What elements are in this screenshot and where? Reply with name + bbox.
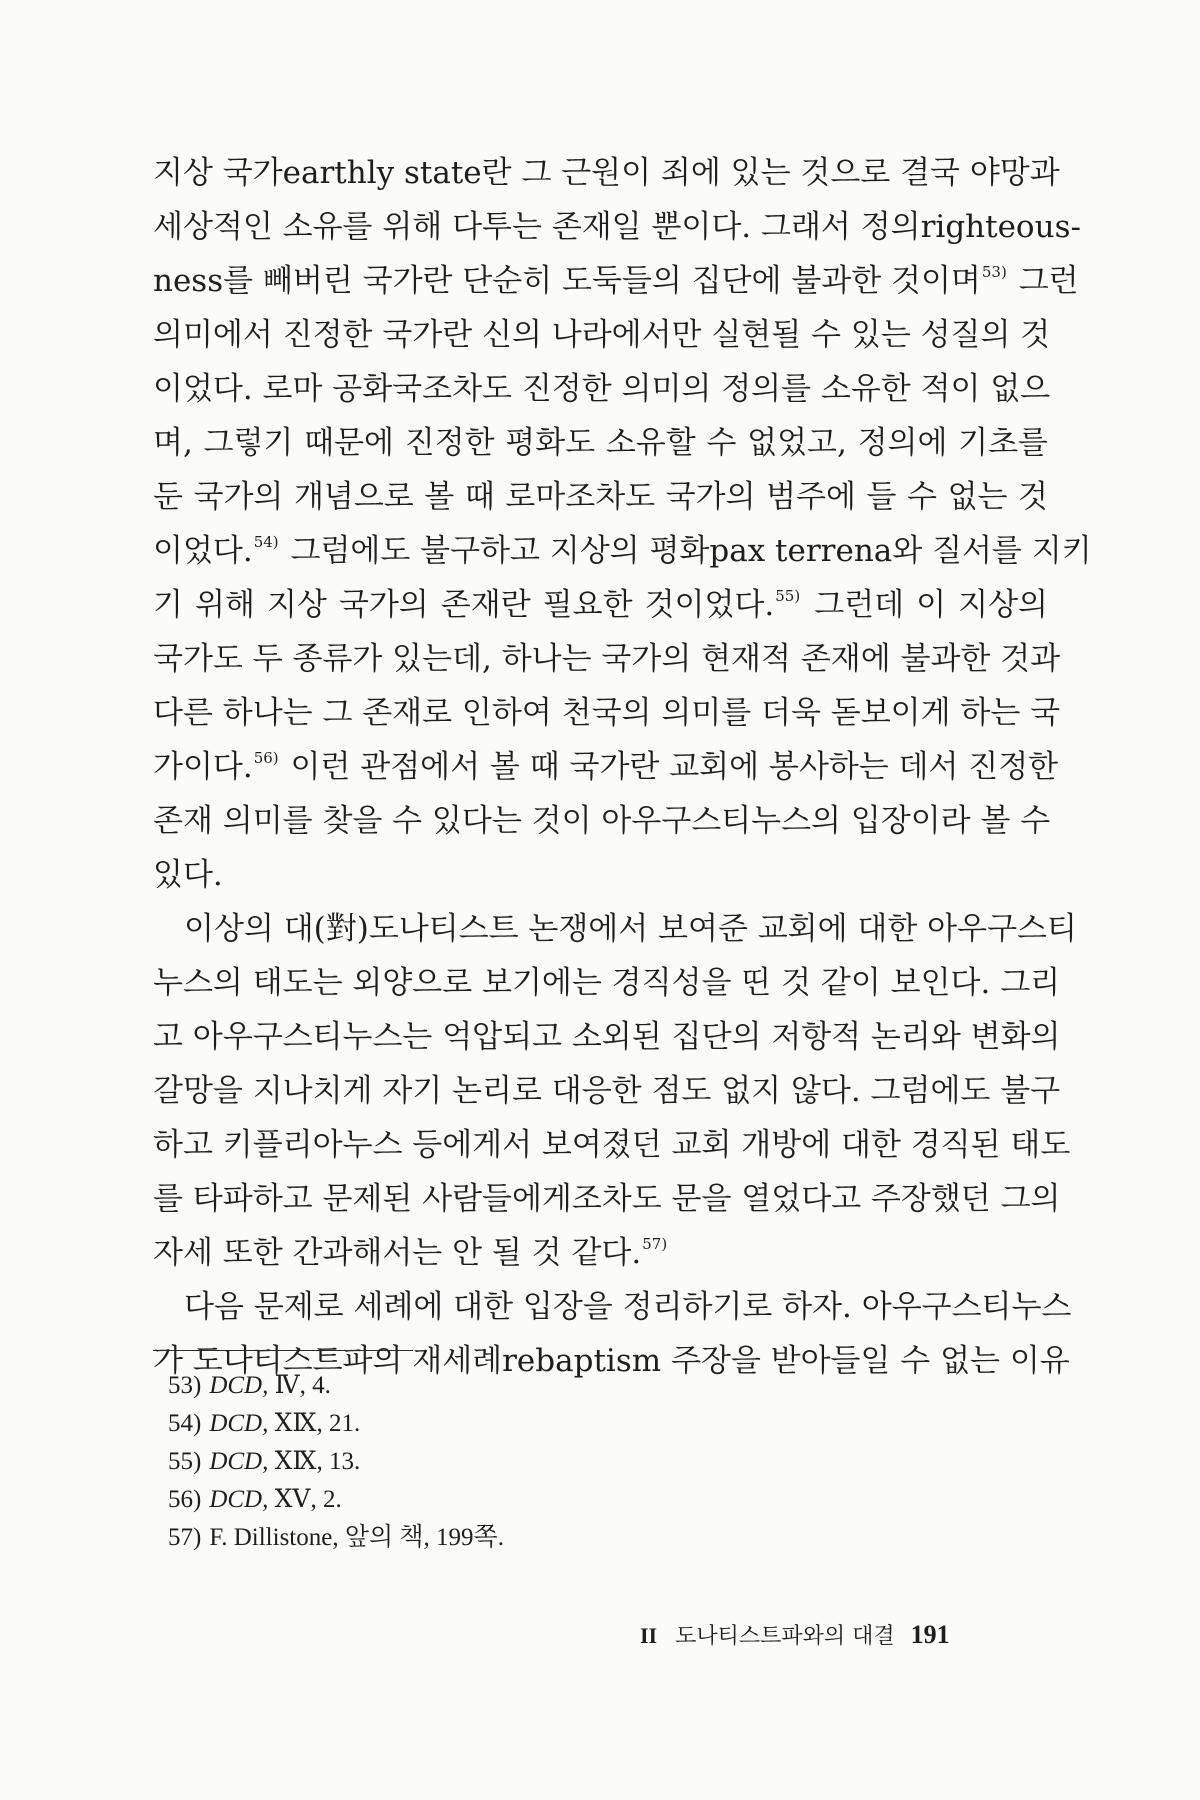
- text-span: 하고 키플리아누스 등에게서 보여졌던 교회 개방에 대한 경직된 태도: [153, 1127, 1071, 1163]
- text-line: [153, 1172, 1061, 1226]
- chapter-title: 도나티스트파와의 대결: [675, 1624, 895, 1649]
- footnote-54: [168, 1405, 868, 1443]
- body-text: [153, 146, 1092, 1388]
- footnote-source: DCD,: [209, 1448, 269, 1475]
- text-line: [153, 200, 1081, 254]
- footnote-source: DCD,: [209, 1486, 269, 1513]
- footnotes: [168, 1367, 868, 1557]
- text-span: 국가도 두 종류가 있는데, 하나는 국가의 현재적 존재에 불과한 것과: [153, 641, 1061, 677]
- text-line: [153, 146, 1060, 200]
- text-line: [153, 416, 1048, 470]
- footnote-ref: ⅩⅤ, 2.: [274, 1486, 342, 1513]
- footnote-ref: ⅩⅨ, 13.: [274, 1448, 361, 1475]
- footnote-56: [168, 1481, 868, 1519]
- text-line: [153, 254, 1079, 308]
- footnote-divider: [153, 1350, 413, 1351]
- text-span: 다음 문제로 세례에 대한 입장을 정리하기로 하자. 아우구스티누스: [184, 1289, 1072, 1325]
- text-span: 갈망을 지나치게 자기 논리로 대응한 점도 없지 않다. 그럼에도 불구: [153, 1073, 1061, 1109]
- text-line: [153, 1010, 1061, 1064]
- footnote-ref-55: 55): [775, 587, 801, 605]
- chapter-number: II: [640, 1623, 658, 1648]
- footnote-number: 57): [168, 1524, 202, 1551]
- text-span: 를 타파하고 문제된 사람들에게조차도 문을 열었다고 주장했던 그의: [153, 1181, 1061, 1217]
- footnote-57: [168, 1519, 868, 1557]
- footnote-ref-54: 54): [253, 533, 279, 551]
- running-footer: [640, 1615, 1020, 1655]
- text-span: 누스의 태도는 외양으로 보기에는 경직성을 띤 것 같이 보인다. 그리: [153, 965, 1061, 1001]
- text-line: [153, 794, 1051, 848]
- text-span: 이런 관점에서 볼 때 국가란 교회에 봉사하는 데서 진정한: [290, 749, 1059, 785]
- footnote-ref: Ⅳ, 4.: [274, 1372, 331, 1399]
- text-span: 이었다. 로마 공화국조차도 진정한 의미의 정의를 소유한 적이 없으: [153, 371, 1051, 407]
- text-span: 기 위해 지상 국가의 존재란 필요한 것이었다.: [153, 587, 775, 623]
- page-number: 191: [910, 1620, 950, 1649]
- footnote-ref-53: 53): [981, 263, 1007, 281]
- text-span: 존재 의미를 찾을 수 있다는 것이 아우구스티누스의 입장이라 볼 수: [153, 803, 1051, 839]
- footnote-ref: ⅩⅨ, 21.: [274, 1410, 361, 1437]
- text-line: [153, 1280, 1072, 1334]
- text-span: 며, 그렇기 때문에 진정한 평화도 소유할 수 없었고, 정의에 기초를: [153, 425, 1048, 461]
- text-line: [153, 470, 1048, 524]
- text-line: [153, 524, 1092, 578]
- text-line: [153, 740, 1059, 794]
- footnote-ref-56: 56): [253, 749, 279, 767]
- text-span: 이상의 대(對)도나티스트 논쟁에서 보여준 교회에 대한 아우구스티: [184, 911, 1077, 947]
- text-span: 그런: [1018, 263, 1079, 299]
- text-line: [153, 308, 1051, 362]
- text-line: [153, 1226, 1048, 1280]
- text-span: 있다.: [153, 857, 223, 893]
- text-span: 세상적인 소유를 위해 다투는 존재일 뿐이다. 그래서 정의righteous-: [153, 209, 1081, 245]
- footnote-source: F. Dillistone,: [209, 1524, 339, 1551]
- text-line: [153, 1064, 1061, 1118]
- footnote-number: 54): [168, 1410, 202, 1437]
- text-span: 둔 국가의 개념으로 볼 때 로마조차도 국가의 범주에 들 수 없는 것: [153, 479, 1048, 515]
- text-span: ness를 빼버린 국가란 단순히 도둑들의 집단에 불과한 것이며: [153, 263, 981, 299]
- text-line: [153, 956, 1061, 1010]
- text-line: [153, 848, 1048, 902]
- text-line: [153, 902, 1077, 956]
- footnote-number: 55): [168, 1448, 202, 1475]
- footnote-53: [168, 1367, 868, 1405]
- footnote-number: 56): [168, 1486, 202, 1513]
- footnote-ref-57: 57): [642, 1235, 668, 1253]
- text-span: 의미에서 진정한 국가란 신의 나라에서만 실현될 수 있는 성질의 것: [153, 317, 1051, 353]
- footnote-number: 53): [168, 1372, 202, 1399]
- text-span: 그런데 이 지상의: [814, 587, 1048, 623]
- footnote-source: DCD,: [209, 1410, 269, 1437]
- footnote-55: [168, 1443, 868, 1481]
- footnote-source: DCD,: [209, 1372, 269, 1399]
- text-line: [153, 686, 1061, 740]
- text-span: 다른 하나는 그 존재로 인하여 천국의 의미를 더욱 돋보이게 하는 국: [153, 695, 1061, 731]
- text-line: [153, 1118, 1071, 1172]
- text-span: 지상 국가earthly state란 그 근원이 죄에 있는 것으로 결국 야망과: [153, 155, 1060, 191]
- footnote-ref: 앞의 책, 199쪽.: [344, 1524, 504, 1551]
- text-span: 자세 또한 간과해서는 안 될 것 같다.: [153, 1235, 642, 1271]
- text-line: [153, 632, 1061, 686]
- text-line: [153, 362, 1051, 416]
- text-span: 가이다.: [153, 749, 253, 785]
- text-span: 그럼에도 불구하고 지상의 평화pax terrena와 질서를 지키: [290, 533, 1092, 569]
- text-line: [153, 578, 1048, 632]
- text-span: 가 도나티스트파의 재세례rebaptism 주장을 받아들일 수 없는 이유: [153, 1343, 1070, 1379]
- text-span: 이었다.: [153, 533, 253, 569]
- text-span: 고 아우구스티누스는 억압되고 소외된 집단의 저항적 논리와 변화의: [153, 1019, 1061, 1055]
